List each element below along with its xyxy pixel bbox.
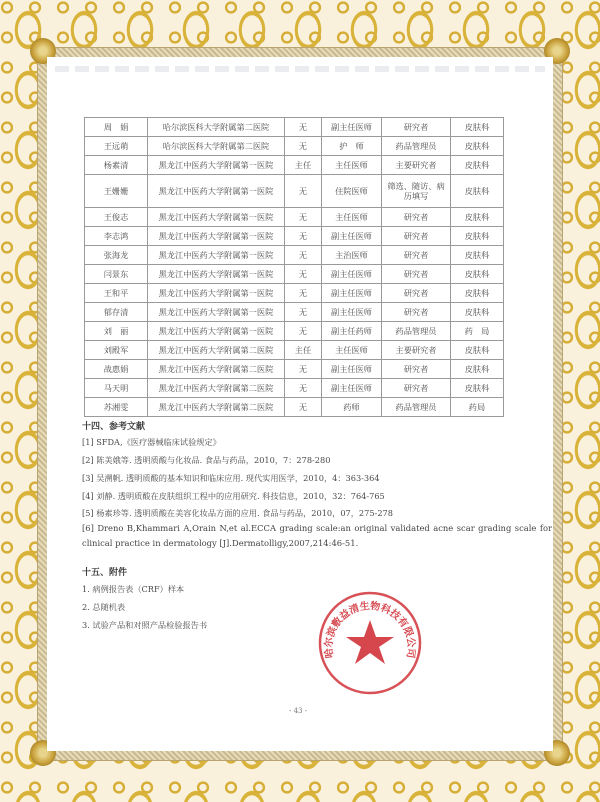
attachment-item: 2. 总随机表 <box>82 602 126 612</box>
cell-title: 副主任医师 <box>322 303 382 322</box>
cell-name: 苏湘雯 <box>85 398 148 417</box>
cell-role: 主要研究者 <box>382 156 451 175</box>
cell-admin-post: 无 <box>285 284 322 303</box>
cell-role: 药品管理员 <box>382 137 451 156</box>
table-row <box>85 137 504 156</box>
cell-dept: 皮肤科 <box>451 156 504 175</box>
cell-dept: 皮肤科 <box>451 265 504 284</box>
cell-dept: 皮肤科 <box>451 303 504 322</box>
table-row <box>85 175 504 208</box>
cell-role: 主要研究者 <box>382 341 451 360</box>
cell-title: 副主任医师 <box>322 118 382 137</box>
reference-item: [5] 杨素珍等. 透明质酸在美容化妆品方面的应用. 食品与药品，2010，07，275-278 <box>82 508 393 518</box>
cell-role: 筛选、随访、病历填写 <box>382 175 451 208</box>
reference-item: [3] 吴溯帆. 透明质酸的基本知识和临床应用. 现代实用医学，2010，4：363-364 <box>82 473 380 483</box>
table-row <box>85 303 504 322</box>
cell-admin-post: 主任 <box>285 156 322 175</box>
table-row <box>85 341 504 360</box>
cell-name: 战惠娟 <box>85 360 148 379</box>
cell-name: 周 娟 <box>85 118 148 137</box>
table-row <box>85 118 504 137</box>
cell-dept: 药局 <box>451 398 504 417</box>
cell-dept: 皮肤科 <box>451 227 504 246</box>
table-row <box>85 156 504 175</box>
cell-title: 副主任医师 <box>322 379 382 398</box>
cell-name: 王远萌 <box>85 137 148 156</box>
cell-name: 王和平 <box>85 284 148 303</box>
cell-title: 副主任医师 <box>322 227 382 246</box>
attachment-item: 1. 病例报告表（CRF）样本 <box>82 584 185 594</box>
reference-item: [1] SFDA,《医疗器械临床试验规定》 <box>82 437 221 447</box>
cell-admin-post: 无 <box>285 227 322 246</box>
cell-name: 王姗姗 <box>85 175 148 208</box>
attachment-item: 3. 试验产品和对照产品检验报告书 <box>82 620 208 630</box>
cell-admin-post: 无 <box>285 118 322 137</box>
cell-admin-post: 无 <box>285 360 322 379</box>
cell-admin-post: 无 <box>285 303 322 322</box>
cell-name: 李志鸿 <box>85 227 148 246</box>
cell-dept: 皮肤科 <box>451 379 504 398</box>
cell-admin-post: 无 <box>285 208 322 227</box>
staff-table <box>84 117 504 417</box>
cell-title: 护 师 <box>322 137 382 156</box>
references-title: 十四、参考文献 <box>82 422 146 432</box>
cell-role: 研究者 <box>382 118 451 137</box>
cell-hospital: 黑龙江中医药大学附属第二医院 <box>148 379 285 398</box>
cell-admin-post: 主任 <box>285 341 322 360</box>
cell-dept: 药 局 <box>451 322 504 341</box>
cell-admin-post: 无 <box>285 379 322 398</box>
cell-admin-post: 无 <box>285 137 322 156</box>
cell-hospital: 黑龙江中医药大学附属第一医院 <box>148 322 285 341</box>
cell-dept: 皮肤科 <box>451 137 504 156</box>
table-row <box>85 322 504 341</box>
page-number: - 43 - <box>289 707 308 715</box>
cell-role: 研究者 <box>382 208 451 227</box>
cell-title: 主任医师 <box>322 208 382 227</box>
cell-role: 研究者 <box>382 303 451 322</box>
cell-hospital: 哈尔滨医科大学附属第二医院 <box>148 137 285 156</box>
cell-admin-post: 无 <box>285 175 322 208</box>
cell-title: 副主任医师 <box>322 284 382 303</box>
cell-role: 药品管理员 <box>382 398 451 417</box>
cell-role: 研究者 <box>382 379 451 398</box>
cell-hospital: 黑龙江中医药大学附属第一医院 <box>148 227 285 246</box>
cell-title: 主任医师 <box>322 156 382 175</box>
cell-admin-post: 无 <box>285 322 322 341</box>
cell-title: 副主任医师 <box>322 265 382 284</box>
cell-dept: 皮肤科 <box>451 360 504 379</box>
faded-header <box>55 66 545 72</box>
cell-name: 刘 丽 <box>85 322 148 341</box>
cell-hospital: 黑龙江中医药大学附属第一医院 <box>148 246 285 265</box>
cell-title: 药师 <box>322 398 382 417</box>
cell-name: 王俊志 <box>85 208 148 227</box>
cell-title: 住院医师 <box>322 175 382 208</box>
table-row <box>85 246 504 265</box>
cell-role: 研究者 <box>382 360 451 379</box>
cell-role: 研究者 <box>382 227 451 246</box>
reference-item: [6] Dreno B,Khammari A,Orain N,et al.ECCA grading scale:an original validated acne scar grading scale for clinical practice in dermatology [J].Dermatolligy,2007,214:46-51. <box>82 523 552 548</box>
svg-text:哈尔滨敷益清生物科技有限公司: 哈尔滨敷益清生物科技有限公司 <box>323 600 417 659</box>
table-row <box>85 284 504 303</box>
reference-item: [4] 刘静. 透明质酸在皮肤组织工程中的应用研究. 科技信息，2010，32：764-765 <box>82 491 385 501</box>
cell-role: 研究者 <box>382 265 451 284</box>
cell-role: 研究者 <box>382 246 451 265</box>
cell-title: 主治医师 <box>322 246 382 265</box>
cell-hospital: 黑龙江中医药大学附属第一医院 <box>148 284 285 303</box>
table-row <box>85 360 504 379</box>
cell-hospital: 黑龙江中医药大学附属第二医院 <box>148 398 285 417</box>
cell-dept: 皮肤科 <box>451 208 504 227</box>
table-row <box>85 265 504 284</box>
cell-hospital: 黑龙江中医药大学附属第一医院 <box>148 265 285 284</box>
cell-title: 副主任医师 <box>322 360 382 379</box>
table-row <box>85 208 504 227</box>
cell-hospital: 黑龙江中医药大学附属第一医院 <box>148 156 285 175</box>
cell-title: 主任医师 <box>322 341 382 360</box>
document-page <box>47 57 553 751</box>
cell-dept: 皮肤科 <box>451 175 504 208</box>
cell-name: 张海龙 <box>85 246 148 265</box>
cell-dept: 皮肤科 <box>451 341 504 360</box>
cell-name: 马天明 <box>85 379 148 398</box>
cell-dept: 皮肤科 <box>451 246 504 265</box>
cell-hospital: 黑龙江中医药大学附属第二医院 <box>148 341 285 360</box>
table-row <box>85 379 504 398</box>
cell-admin-post: 无 <box>285 246 322 265</box>
cell-role: 研究者 <box>382 284 451 303</box>
table-row <box>85 398 504 417</box>
company-seal-stamp <box>317 590 423 696</box>
cell-admin-post: 无 <box>285 398 322 417</box>
cell-admin-post: 无 <box>285 265 322 284</box>
cell-name: 杨素清 <box>85 156 148 175</box>
cell-name: 刘殿军 <box>85 341 148 360</box>
table-row <box>85 227 504 246</box>
cell-name: 郁存清 <box>85 303 148 322</box>
cell-role: 药品管理员 <box>382 322 451 341</box>
cell-hospital: 黑龙江中医药大学附属第一医院 <box>148 208 285 227</box>
cell-title: 副主任药师 <box>322 322 382 341</box>
attachments-title: 十五、附件 <box>82 568 128 578</box>
star-icon <box>346 620 394 664</box>
cell-hospital: 黑龙江中医药大学附属第一医院 <box>148 303 285 322</box>
cell-dept: 皮肤科 <box>451 284 504 303</box>
reference-item: [2] 陈美娥等. 透明质酸与化妆品. 食品与药品，2010，7：278-280 <box>82 455 331 465</box>
cell-hospital: 黑龙江中医药大学附属第一医院 <box>148 175 285 208</box>
cell-hospital: 黑龙江中医药大学附属第二医院 <box>148 360 285 379</box>
cell-hospital: 哈尔滨医科大学附属第二医院 <box>148 118 285 137</box>
cell-dept: 皮肤科 <box>451 118 504 137</box>
cell-name: 闫景东 <box>85 265 148 284</box>
